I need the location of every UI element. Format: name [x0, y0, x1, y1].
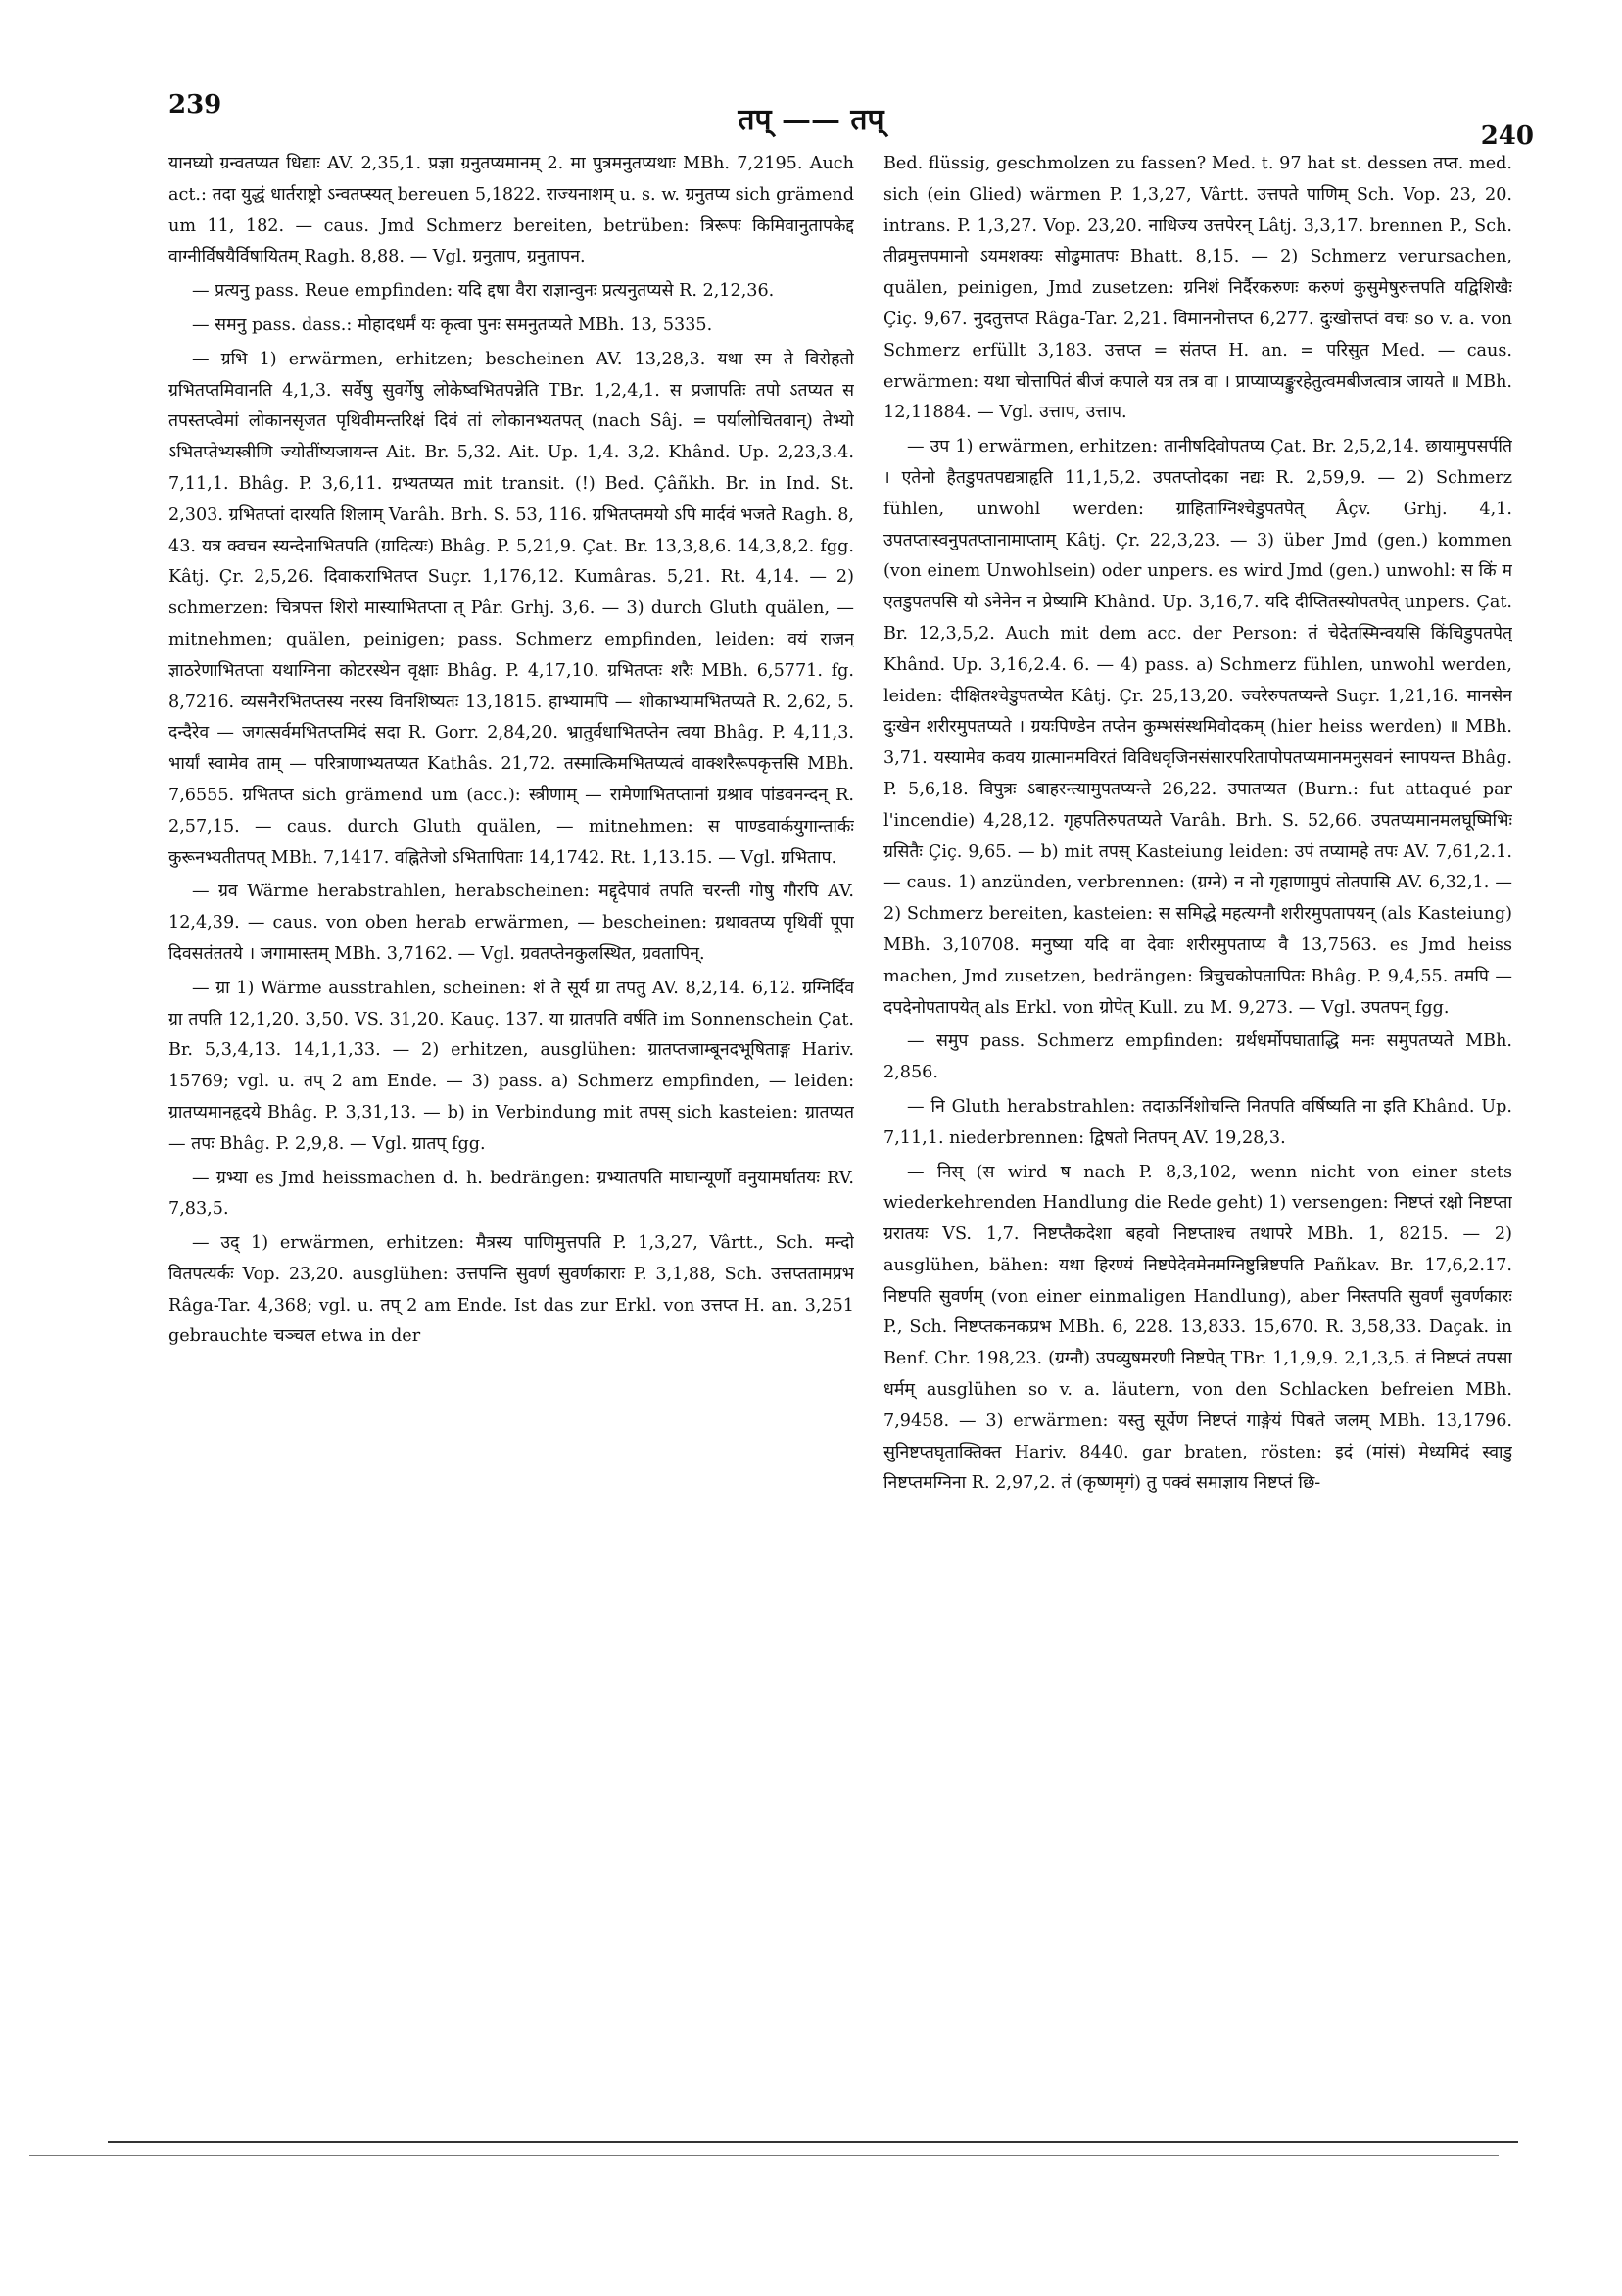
- dictionary-entry: — नि Gluth herabstrahlen: तदाऊर्निशोचन्ति नितपति वर्षिष्यति ना इति Khând. Up. 7,11,1. niederbrennen: द्विषतो नितपन् AV. 19,28,3.: [883, 1096, 1512, 1148]
- dictionary-entry: — उप 1) erwärmen, erhitzen: तानीषदिवोपतप्य Çat. Br. 2,5,2,14. छायामुपसर्पति । एतेनो हैतडुपतपद्यत्राहृति 11,1,5,2. उपतप्तोदका नद्यः R. 2,59,9. — 2) Schmerz fühlen, unwohl werden: ग्राहिताग्निश्चेडुपतपेत् Âçv. Grhj. 4,1. उपतप्तास्वनुपतप्तानामाप्ताम् Kâtj. Çr. 22,3,23. — 3) über Jmd (gen.) kommen (von einem Unwohlsein) oder unpers. es wird Jmd (gen.) unwohl: स किं म एतडुपतपसि यो ऽनेनेन न प्रेष्यामि Khând. Up. 3,16,7. यदि दीप्तितस्योपतपेत् unpers. Çat. Br. 12,3,5,2. Auch mit dem acc. der Person: तं चेदेतस्मिन्वयसि किंचिडुपतपेत् Khând. Up. 3,16,2.4. 6. — 4) pass. a) Schmerz fühlen, unwohl werden, leiden: दीक्षितश्चेडुपतप्येत Kâtj. Çr. 25,13,20. ज्वरेरुपतप्यन्ते Suçr. 1,21,16. मानसेन दुःखेन शरीरमुपतप्यते । ग्रयःपिण्डेन तप्तेन कुम्भसंस्थमिवोदकम् (hier heiss werden) ॥ MBh. 3,71. यस्यामेव कवय ग्रात्मानमविरतं विविधवृजिनसंसारपरितापोपतप्यमानमनुसवनं स्नापयन्त Bhâg. P. 5,6,18. विपुत्रः ऽबाहरन्त्यामुपतप्यन्ते 26,22. उपातप्यत (Burn.: fut attaqué par l'incendie) 4,28,12. गृहपतिरुपतप्यते Varâh. Brh. S. 52,66. उपतप्यमानमलघूष्मिभिः ग्रसितैः Çiç. 9,65. — b) mit तपस् Kasteiung leiden: उपं तप्यामहे तपः AV. 7,61,2.1. — caus. 1) anzünden, verbrennen: (ग्रग्ने) न नो गृहाणामुपं तोतपासि AV. 6,32,1. — 2) Schmerz bereiten, kasteien: स समिद्धे महत्यग्नौ शरीरमुपतापयन् (als Kasteiung) MBh. 3,10708. मनुष्या यदि वा देवाः शरीरमुपताप्य वै 13,7563. es Jmd heiss machen, Jmd zusetzen, bedrängen: त्रिचुचकोपतापितः Bhâg. P. 9,4,55. तमपि — दपदेनोपतापयेत् als Erkl. von ग्रोपेत् Kull. zu M. 9,273. — Vgl. उपतपन् fgg.: [883, 437, 1512, 1018]
- left-column: [168, 149, 854, 2098]
- dictionary-entry: — ग्रा 1) Wärme ausstrahlen, scheinen: शं ते सूर्य ग्रा तपतु AV. 8,2,14. 6,12. ग्रग्निर्दिव ग्रा तपति 12,1,20. 3,50. VS. 31,20. Kauç. 137. या ग्रातपति वर्षति im Sonnenschein Çat. Br. 5,3,4,13. 14,1,1,33. — 2) erhitzen, ausglühen: ग्रातप्तजाम्बूनदभूषिताङ्ग Hariv. 15769; vgl. u. तप् 2 am Ende. — 3) pass. a) Schmerz empfinden, — leiden: ग्रातप्यमानहृदये Bhâg. P. 3,31,13. — b) in Verbindung mit तपस् sich kasteien: ग्रातप्यत — तपः Bhâg. P. 2,9,8. — Vgl. ग्रातप् fgg.: [168, 978, 854, 1154]
- dictionary-entry: — ग्रव Wärme herabstrahlen, herabscheinen: मद्दृदेपावं तपति चरन्ती गोषु गौरपि AV. 12,4,39. — caus. von oben herab erwärmen, — bescheinen: ग्रथावतप्य पृथिवीं पूपा दिवसतंततये । जगामास्तम् MBh. 3,7162. — Vgl. ग्रवतप्तेनकुलस्थित, ग्रवतापिन्.: [168, 882, 854, 964]
- bottom-rule-secondary: [29, 2155, 1499, 2156]
- right-column: [883, 149, 1512, 2098]
- dictionary-entry: — निस् (स wird ष nach P. 8,3,102, wenn nicht von einer stets wiederkehrenden Handlung die Rede geht) 1) versengen: निष्टप्तं रक्षो निष्टप्ता ग्ररातयः VS. 1,7. निष्टप्तैकदेशा बहवो निष्टप्ताश्च तथापरे MBh. 1, 8215. — 2) ausglühen, bähen: यथा हिरण्यं निष्टपेदेवमेनमग्निष्टुन्निष्टपति Pañkav. Br. 17,6,2.17. निष्टपति सुवर्णम् (von einer einmaligen Handlung), aber निस्तपति सुवर्णं सुवर्णकारः P., Sch. निष्टप्तकनकप्रभ MBh. 6, 228. 13,833. 15,670. R. 3,58,33. Daçak. in Benf. Chr. 198,23. (ग्रग्नौ) उपव्युषमरणी निष्टपेत् TBr. 1,1,9,9. 2,1,3,5. तं निष्टप्तं तपसा धर्मम् ausglühen so v. a. läutern, von den Schlacken befreien MBh. 7,9458. — 3) erwärmen: यस्तु सूर्येण निष्टप्तं गाङ्गेयं पिबते जलम् MBh. 13,1796. सुनिष्टप्तघृताक्तिक्त Hariv. 8440. gar braten, rösten: इदं (मांसं) मेध्यमिदं स्वाडु निष्टप्तमग्निना R. 2,97,2. तं (कृष्णमृगं) तु पक्वं समाज्ञाय निष्टप्तं छि-: [883, 1162, 1512, 1494]
- dictionary-entry: — समुप pass. Schmerz empfinden: ग्रर्थधर्मोपघाताद्धि मनः समुपतप्यते MBh. 2,856.: [883, 1031, 1512, 1083]
- page-number-left: 239: [168, 90, 222, 120]
- dictionary-entry: — प्रत्यनु pass. Reue empfinden: यदि द्दषा वैरा राज्ञान्वुनः प्रत्यनुतप्यसे R. 2,12,36.: [192, 281, 775, 302]
- bottom-rule: [108, 2141, 1518, 2143]
- running-head: तप् —— तप्: [738, 103, 884, 137]
- dictionary-entry: — ग्रभि 1) erwärmen, erhitzen; bescheinen AV. 13,28,3. यथा स्म ते विरोहतो ग्रभितप्तमिवानति 4,1,3. सर्वेषु सुवर्गेषु लोकेष्वभितपन्नेति TBr. 1,2,4,1. स प्रजापतिः तपो ऽतप्यत स तपस्तप्त्वेमां लोकानसृजत पृथिवीमन्तरिक्षं दिवं तां लोकानभ्यतपत् (nach Sâj. = पर्यालोचितवान्) तेभ्यो ऽभितप्तेभ्यस्त्रीणि ज्योतींष्यजायन्त Ait. Br. 5,32. Ait. Up. 1,4. 3,2. Khând. Up. 2,23,3.4. 7,11,1. Bhâg. P. 3,6,11. ग्रभ्यतप्यत mit transit. (!) Bed. Çâñkh. Br. in Ind. St. 2,303. ग्रभितप्तां दारयति शिलाम् Varâh. Brh. S. 53, 116. ग्रभितप्तमयो ऽपि मार्दवं भजते Ragh. 8, 43. यत्र क्वचन स्यन्देनाभितपति (ग्रादित्यः) Bhâg. P. 5,21,9. Çat. Br. 13,3,8,6. 14,3,8,2. fgg. Kâtj. Çr. 2,5,26. दिवाकराभितप्त Suçr. 1,176,12. Kumâras. 5,21. Rt. 4,14. — 2) schmerzen: चित्रपत्त शिरो मास्याभितप्ता त् Pâr. Grhj. 3,6. — 3) durch Gluth quälen, — mitnehmen; quälen, peinigen; pass. Schmerz empfinden, leiden: वयं राजन् ज्ञाठरेणाभितप्ता यथाग्निना कोटरस्थेन वृक्षाः Bhâg. P. 4,17,10. ग्रभितप्तः शरैः MBh. 6,5771. fg. 8,7216. व्यसनैरभितप्तस्य नरस्य विनशिष्यतः 13,1815. हाभ्यामपि — शोकाभ्यामभितप्यते R. 2,62, 5. दन्दैरेव — जगत्सर्वमभितप्तमिदं सदा R. Gorr. 2,84,20. भ्रातुर्वधाभितप्तेन त्वया Bhâg. P. 4,11,3. भार्यां स्वामेव ताम् — परित्राणाभ्यतप्यत Kathâs. 21,72. तस्मात्किमभितप्यत्वं वाक्शरैरूपकृत्तसि MBh. 7,6555. ग्रभितप्त sich grämend um (acc.): स्त्रीणाम् — रामेणाभितप्तानां ग्रश्राव पांडवनन्दन् R. 2,57,15. — caus. durch Gluth quälen, — mitnehmen: स पाण्डवार्कयुगान्तार्कः कुरूनभ्यतीतपत् MBh. 7,1417. वह्नितेजो ऽभितापिताः 14,1742. Rt. 1,13.15. — Vgl. ग्रभिताप.: [168, 349, 854, 868]
- page-number-right: 240: [1480, 121, 1534, 151]
- dictionary-entry: Bed. flüssig, geschmolzen zu fassen? Med. t. 97 hat st. dessen तप्त. med. sich (ein Glied) wärmen P. 1,3,27, Vârtt. उत्तपते पाणिम् Sch. Vop. 23, 20. intrans. P. 1,3,27. Vop. 23,20. नाधिज्य उत्तपेरन् Lâtj. 3,3,17. brennen P., Sch. तीव्रमुत्तपमानो ऽयमशक्यः सोढुमातपः Bhatt. 8,15. — 2) Schmerz verursachen, quälen, peinigen, Jmd zusetzen: ग्रनिशं निर्दैरकरुणः करुणं कुसुमेषुरुत्तपति यद्विशिखैः Çiç. 9,67. नुदतुत्तप्त Râga-Tar. 2,21. विमाननोत्तप्त 6,277. दुःखोत्तप्तं वचः so v. a. von Schmerz erfüllt 3,183. उत्तप्त = संतप्त H. an. = परिसुत Med. — caus. erwärmen: यथा चोत्तापितं बीजं कपाले यत्र तत्र वा । प्राप्याप्यङ्कुरहेतुत्वमबीजत्वात्र जायते ॥ MBh. 12,11884. — Vgl. उत्ताप, उत्ताप.: [883, 154, 1512, 423]
- dictionary-entry: यानघ्यो ग्रन्वतप्यत धिद्याः AV. 2,35,1. प्रज्ञा ग्रनुतप्यमानम् 2. मा पुत्रमनुतप्यथाः MBh. 7,2195. Auch act.: तदा युद्धं धार्तराष्ट्रो ऽन्वतप्स्यत् bereuen 5,1822. राज्यनाशम् u. s. w. ग्रनुतप्य sich grämend um 11, 182. — caus. Jmd Schmerz bereiten, betrüben: त्रिरूपः किमिवानुतापकेद्द वाग्नीर्विषयैर्विषायितम् Ragh. 8,88. — Vgl. ग्रनुताप, ग्रनुतापन.: [168, 154, 854, 267]
- dictionary-entry: — ग्रभ्या es Jmd heissmachen d. h. bedrängen: ग्रभ्यातपति माघान्यूर्णो वनुयामर्घातयः RV. 7,83,5.: [168, 1168, 854, 1220]
- dictionary-entry: — समनु pass. dass.: मोहादधर्मं यः कृत्वा पुनः समनुतप्यते MBh. 13, 5335.: [192, 314, 713, 335]
- dictionary-entry: — उद् 1) erwärmen, erhitzen: मैत्रस्य पाणिमुत्तपति P. 1,3,27, Vârtt., Sch. मन्दो वितपत्यर्कः Vop. 23,20. ausglühen: उत्तपन्ति सुवर्णं सुवर्णकाराः P. 3,1,88, Sch. उत्तप्ततामप्रभ Râga-Tar. 4,368; vgl. u. तप् 2 am Ende. Ist das zur Erkl. von उत्तप्त H. an. 3,251 gebrauchte चञ्चल etwa in der: [168, 1233, 854, 1347]
